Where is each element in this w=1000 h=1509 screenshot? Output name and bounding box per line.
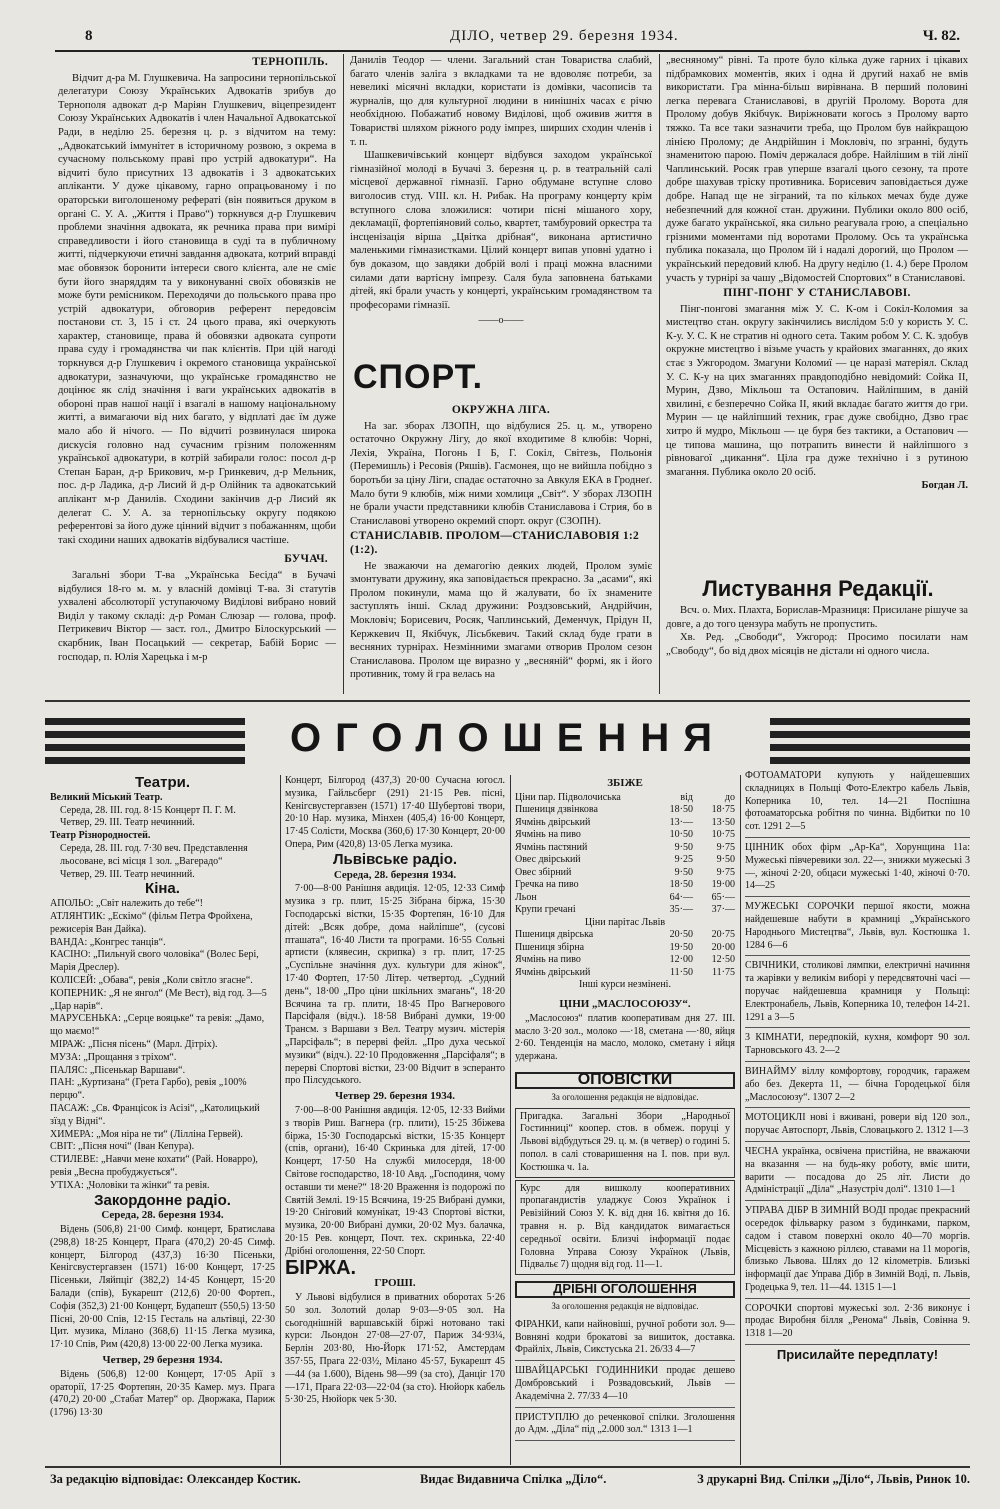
- classified-ad: ШВАЙЦАРСЬКІ ГОДИННИКИ продає дешево Домбровський і Розвадовський, Львів — Академічна 2. 77/33 4—10: [515, 1363, 735, 1407]
- announcement: Пригадка. Загальні Збори „Народньої Гостинниці“ коопер. стов. в обмеж. поруці у Львові відбудуться 29. ц. м. (в четвер) о годині 5. попол. в салі стоваришення на І. пов. при вул. Костюшка ч. 1а.: [515, 1108, 735, 1178]
- theatre-line: Середа, 28. III. год. 8·15 Концерт П. Г. М.: [60, 804, 236, 816]
- cinema-line: ПАЛЯС: „Пісенькар Варшави“.: [50, 1064, 186, 1076]
- letters-title: Листування Редакції.: [702, 576, 934, 601]
- opovistky-note: За оголошення редакція не відповідає.: [551, 1091, 699, 1102]
- table-row: Ячмінь двірський 13·— 13·50: [515, 816, 735, 828]
- table-row: Ячмінь на пиво 12·00 12·50: [515, 954, 735, 966]
- pingpong-author: Богдан Л.: [921, 480, 968, 492]
- league-title: ОКРУЖНА ЛІГА.: [451, 404, 551, 416]
- cinema-title: Кіна.: [145, 880, 180, 898]
- banner-stripes-right: [770, 718, 970, 764]
- table-row: Овес збірний 9·50 9·75: [515, 866, 735, 878]
- footer-editor: За редакцію відповідає: Олександер Костик.: [50, 1472, 301, 1486]
- dribni-title: ДРІБНІ ОГОЛОШЕННЯ: [515, 1281, 735, 1298]
- footer-publisher: Видає Видавнича Спілка „Діло“.: [420, 1472, 607, 1486]
- page-header: [55, 28, 960, 52]
- announcement: Курс для вишколу кооперативних пропагандистів уладжує Союз Українок і Ревізійний Союз У. К. від дня 16. квітня до 16. травня н. р. Від кандидаток вимагається середньої освіти. Близчі інформації подає Головна Управа Союзу Українок (Львів, Підвальє 7) щодня від год. 11—1.: [515, 1180, 735, 1276]
- ternopil-article: Відчит д-ра М. Глушкевича. На запросини тернопільської делегатури Союзу Українських Адвокатів зрибув до Тернополя адвокат д-р Маріян Глушкевич, віцепрезидент Союзу Українських Адвокатів і член Начальної Адвокатської Ради, в неділю 25. березня ц. р. з відчитом на тему: „Адвокатський іммунітет в історичному розвою, з окрема в сучасному польському праві про устрій адвокатури“. На відчиті було присутних 13 адвокатів і 3 адвокатських апліканти. У дуже цікавому, гарно опрацьованому і по ораторськи виголошеному рефераті (він появиться друком в органі С. У. А. „Життя і Право“) торкнувся д-р Глушкевич проблеми значіння адвоката, як речника права при вимірі справедливости і його становища в суді та в публичному житті, підчеркуючи етичні завдання адвоката, котрий вправді має обовязок боронити інтереси свого клієнта, але не сміє бути його знаряддям та у виконуванні своїх обовязків не може бути ремісником. Переходячи до польського права про устрій адвокатури, обговорив референт передовсім постанови ст. 3, 15 і ст. 24 цього права, які очеркують характер, становище, права й обовязки адвоката супроти права суду і громадянства чи пак клієнтів. При цій нагоді торкнувся д-р Глушкевич і окремого становища української адвокатури, зазначуючи, що українське громадянство не доцінює як слід значіння і ваги українських адвокатів в обороні прав нашої нації і взагалі в нашому національному житті, а вимагаючи від них багато, у відплаті дає їм дуже мало або й нічого. — По відчиті розвинулася широка дискусія головно над сучасним грізним положенням української адвокатури, в котрій забирали голос: посол д-р Степан Баран, д-р Брикович, м-р Гринкевич, д-р Мельник, пос. д-р Ладика, д-р Лисий й д-р Олійник та адвокатський аплікант м-р Данилів. Сходини закінчив д-р Лисий як делегат С. У. А. за тернопільську округу подякою референтові за його дуже цінний відчит з побажанням, щоби такі сходини наших адвокатів відбувалися частіше.: [58, 72, 336, 546]
- foreign-radio-day: Середа, 28. березня 1934.: [101, 1209, 224, 1222]
- page-number: 8: [85, 28, 93, 44]
- stanislaviv-article: Не зважаючи на демагогію деяких людей, Пролом зуміє змонтувати дружину, яка заповідається прекрасно. За „асами“, які Пролом покинули, мама що й жалувати, бо їх знамените заступлять інші. Склад дружини: Роздзовський, Андрійчин, Мокловіч; Борисевич, Росяк, Чаплинський, Деменчук, Прідун II, Кержкевич II, Якібчук, Лісьбкевич. Такий склад буде грати в весняних турнірах. Незмінними змагами отворив Пролом сезон Станиславова. Пролом ще виразно у „весняній“ формі, як і його противник, тому й гра велась на: [350, 560, 652, 681]
- letter-1: Всч. о. Мих. Плахта, Борислав-Мразниця: Присилане рішуче за довге, а до того цензура мабуть не пропустить.: [666, 605, 968, 630]
- grain-prices-table: [515, 792, 735, 980]
- hroshi-title: ГРОШІ.: [374, 1277, 416, 1290]
- table-row: Ячмінь на пиво 10·50 10·75: [515, 829, 735, 841]
- pingpong-article: Пінг-понгові змагання між У. С. К-ом і Сокіл-Коломия за мистецтво стан. округу закінчились вислідом 5:0 у користь У. С. К-у. У. С. К не стратив ні одного сета. Таким робом У. С. К. здобув окружне мистецтво і візьме участь у крайових змаганнях, до яких стає з Ужгородом. Змагуни Коломиї — це наразі матеріял. Склад У. С. К-у на цих змаганнях правдоподібно невідомий: Сойка II, Мурин, Дзво, Мікльош та Остапович. Найліпшим, в даній хвилині, є безперечно Сойка II, який вкладає багато життя до гри. Мурин — це найліпший техник, грає дуже свобідно, Дзво грає хитро й мудро, Мікльош — це буря без тактики, а Остапович — це типова машина, що потрапить винести й найліпшого з рівновагої „цикання“. Ціла гра дуже технічно і з рутиною змагання. Публика около 20 осіб.: [666, 303, 968, 478]
- column-divider: [280, 775, 281, 1465]
- theatre-line: Четвер, 29. III. Театр нечинний.: [60, 868, 195, 880]
- ads-column-1: [50, 775, 275, 1465]
- classified-ad: ВИНАЙМУ віллу комфортову, городчик, гаражем або без. Декерта 11, — бічна Городецької біля „Маслосоюзу“. 1307 2—2: [745, 1064, 970, 1108]
- footer-divider: [45, 1466, 970, 1468]
- cinema-line: КОЛІСЕЙ: „Обава“, ревія „Коли світло згасне“.: [50, 974, 253, 986]
- classified-ad: СОРОЧКИ спортові мужеські зол. 2·36 виконує і продає Виробня білля „Ренома“ Львів, Совінна 9. 1318 1—20: [745, 1301, 970, 1345]
- lviv-radio-day: Середа, 28. березня 1934.: [333, 868, 457, 881]
- stanislaviv-title: СТАНИСЛАВІВ. ПРОЛОМ—СТАНИСЛАВОВІЯ 1:2 (1:2).: [350, 530, 640, 556]
- ads-banner-title: ОГОЛОШЕННЯ: [290, 716, 726, 760]
- newspaper-title: ДІЛО, четвер 29. березня 1934.: [450, 28, 679, 44]
- cinema-line: ПАСАЖ: „Св. Францісок із Асізі“, „Католицький зїзд у Відні“.: [50, 1102, 260, 1127]
- birzha-title: БІРЖА.: [285, 1257, 357, 1280]
- classified-ad: УПРАВА ДІБР В ЗИМНІЙ ВОДІ продає прекрасний осередок фільварку разом з будинками, парком, садом і ставом поверхні около 40—70 моргів. Місцевість з кажною ріллєю, ставами на 11 морогів, близько Львова. Шлях до 12 кілометрів. Близькі інформації дає Управа Дібр в Зимній Воді, п. Львів, Гродецька 9, тел. 11—44. 1315 1—1: [745, 1203, 970, 1299]
- classified-ad: ЦІННИК обох фірм „Ар-Ка“, Хорунщина 11а: Мужеські півчеревики зол. 22—, знижки мужеські 3—, жіночі 2·20, обцаси мужеські 1·40, жіночі 0·70. 14—25: [745, 840, 970, 897]
- column-divider: [343, 54, 344, 694]
- shashkevych-concert: Шашкевичівський концерт відбувся заходом української гімназійної молоді в Бучачі 3. березня ц. р. в театральній салі місцевої державної гімназії. Гарно обдумане вступне слово виголосив студ. VIII. кл. Н. Рибак. На програму концерту крім вступного слова зложилися: чотири пісні мішаного хору, декламації, фортепіяновий сольо, квартет, тамбуровий оркестра та інсценізація вірша „Цвітка дрібная“, виконана артистично маленькими гімназистками. Цілий концерт випав уповні удатно і був доказом, що завдяки добрій волі і праці можна власними силами дати вартісну імпрезу. Саля була заповнена батьками дітей, які брали участь у концерті, українським громадянством та професорами гімназії.: [350, 150, 652, 311]
- buchach-title: БУЧАЧ.: [284, 553, 328, 566]
- cinema-line: КАСІНО: „Пильнуй свого чоловіка“ (Волес Бері, Марія Дреслер).: [50, 949, 259, 974]
- section-divider: [45, 700, 970, 702]
- issue-number: Ч. 82.: [922, 28, 960, 44]
- letters-column: [666, 604, 968, 694]
- banner-stripes-left: [45, 718, 245, 764]
- lviv-radio-title: Львівське радіо.: [332, 850, 458, 868]
- table-row: Льон 64·— 65·—: [515, 891, 735, 903]
- lviv-radio-program: 7·00—8·00 Ранішня авдиція. 12·05, 12·33 Вийми з творів Риш. Вагнера (гр. плити), 15·25 Збіжева біржа, 15·30 Господарські вістки, 15·35 Концерт (спів, органи), 16·40 Скринька для дітей, 17·00 Концерт, 17·50 На службі милосердя, 18·00 Світове господарство, 18·10 Авд. „Господиня, чому оставши ти мене?“ 18·20 Враження із подорожі по Святій Землі. 19·15 Всячина, 19·25 Вибрані думки, 19·20 Сніговий комунікат, 19·43 Спортові вістки, музика, 20·00 Вибрані думки, 20·02 Муз. балачка, 20·15 Рев. концерт, Почт. тех. скринька, 22·40 Дрібні оголошення, 22·50 Спорт.: [285, 1104, 505, 1257]
- article-column-2: Данилів Теодор — члени. Загальний стан Товариства слабий, багато членів заліга з вкладками та не вдоволяє потреби, за невеликі місячні вкладки, користати із домівки, часописів та журналів, що для культурної людини в нинішніх часах є річю необхідною. Побажатиб новому Виділові, щоб оживив життя в Товаристві шляхом ріжного роду імпрез, ширших сходин членів і т. п. Шашкевичівський концерт відбувся заходом української гімназійної молоді в Бучачі 3. березня ц. р. в театральній салі місцевої державної гімназії. Гарно обдумане вступне слово виголосив студ. VIII. кл. Н. Рибак. На програму концерту крім вступного слова зложилися: чотири пісні мішаного хору, декламації, фортепіяновий сольо, квартет, тамбуровий оркестра та інсценізація вірша „Цвітка дрібная“, виконана артистично маленькими гімназистками. Цілий концерт випав уповні удатно і був доказом, що завдяки добрій волі і праці можна власними силами дати вартісну імпрезу. Саля була заповнена батьками дітей, які брали участь у концерті, українським громадянством та професорами гімназії. ——o——: [350, 55, 652, 327]
- classified-ad: ФІРАНКИ, капи найновіші, ручної роботи зол. 9— Вовняні кодри брокатові за вишиток, доставка. Фрайліх, Львів, Сикстуська 21. 26/33 4—7: [515, 1317, 735, 1361]
- ads-banner: [45, 712, 970, 770]
- sport-column: [350, 402, 652, 694]
- foreign-radio-program: Відень (506,8) 21·00 Симф. концерт, Братислава (298,8) 18·25 Концерт, Прага (470,2) 20·45 Симф. концерт, Білгород (437,3) 16·30 Пісеньки, Кенігсвустергавзен (1571) 16·00 Концерт, 17·25 Пісеньки, Ляйпціґ (382,2) 14·45 Концерт, 15·20 Балади (спів), Букарешт (212,6) 20·00 Фортеп., Софія (352,3) 21·00 Концерт, Будапешт (550,5) 13·50 Пісні, 20·00 Спів, 12·15 Гесталь на альтівці, 22·30 Цит. музика, Мілано (368,6) 11·15 Легка музика, 17·10 Спів, Рим (420,8) 13·00 22·00 Легка музика.: [50, 1224, 275, 1351]
- classified-ad: 3 КІМНАТИ, передпокій, кухня, комфорт 90 зол. Тарновського 43. 2—2: [745, 1030, 970, 1062]
- ads-column-2: [285, 775, 505, 1465]
- hroshi-text: У Львові відбулися в приватних оборотах 5·26 50 зол. Золотий долар 9·03—9·05 зол. На сьогоднішній варшавській біржі нотовано такі курси: Льондон 27·08—27·07, Париж 34·93¼, Берлін 203·80, Ню-Йорк 171·52, Амстердам 357·55, Прага 22·03½, Мілано 45·57, Букарешт 45—44 (за 1.600), Відень 98—99 (за сто), Данціг 170—171, Прага 22·03—22·04 (за сто). Нюйорк кабель 5·30·25, Нюйорк чек 5·30.: [285, 1292, 505, 1406]
- radio-program-cont: Концерт, Білгород (437,3) 20·00 Сучасна югосл. музика, Гайльсберг (291) 21·15 Рев. пісні, Кенігсвустергавзен (1571) 17·40 Шубертові твори, 20·10 Нар. музика, Мінхен (405,4) 16·00 Концерт, 17·45 Солісти, Москва (360,6) 17·30 Концерт, 20·00 Опера, Рим (420,8) 13·05 Легка музика.: [285, 775, 505, 850]
- cinema-line: АТЛЯНТИК: „Ескімо“ (фільм Петра Фройхена, режисерія Ван Дайка).: [50, 910, 253, 935]
- theatres-title: Театри.: [135, 775, 190, 791]
- classified-ad: МУЖЕСЬКІ СОРОЧКИ першої якости, можна найдешевше набути в крамниці „Українського Народнього Мистецтва“, Львів, вул. Костюшка 1. 1284 6—6: [745, 899, 970, 956]
- ads-column-4: [745, 768, 970, 1465]
- foreign-radio-title: Закордонне радіо.: [94, 1191, 231, 1209]
- cinema-line: АПОЛЬО: „Світ належить до тебе“!: [50, 898, 203, 910]
- ads-column-3: [515, 775, 735, 1465]
- lviv-radio-day: Четвер 29. березня 1934.: [335, 1090, 455, 1103]
- opovistky-title: ОПОВІСТКИ: [515, 1072, 735, 1089]
- column-divider: [510, 775, 511, 1465]
- buchach-article: Загальні збори Т-ва „Українська Бесіда“ в Бучачі відбулися 18-го м. м. у власній домівці Т-ва. Зі статутів ухвалені абсолюторії уступаючому Виділові вибрано новий Виділ у такому складі: д-р Роман Слюзар — голова, проф. Петрикевич Віктор — заст. гол., Дмитро Білоскурський — скарбник, Іван Посацький — секретар, Бабій Борис — господар, п. Юлія Харецька і м-р: [58, 569, 336, 663]
- cinema-line: МУЗА: „Прощання з тріхом“.: [50, 1051, 177, 1063]
- sport-heading: СПОРТ.: [353, 358, 484, 396]
- classified-ad: СВІЧНИКИ, столикові лямпки, електричні начиння та жарівки у великім виборі у передсвяточні часі — поручає найдешевша крамниця у Польщі: Електронабель, Львів, Коперника 10, телефон 14-21. 1291 a 3—5: [745, 958, 970, 1028]
- cinema-line: МІРАЖ: „Пісня пісень“ (Марл. Дітріх).: [50, 1038, 218, 1050]
- article-column-1: [58, 54, 336, 694]
- cinema-line: ПАН: „Куртизана“ (Грета Гарбо), ревія „100% перцю“.: [50, 1077, 247, 1102]
- cinema-line: ВАНДА: „Конгрес танців“.: [50, 936, 166, 948]
- subscription-call: Присилайте передплату!: [776, 1347, 939, 1363]
- league-article: На заг. зборах ЛЗОПН, що відбулися 25. ц. м., утворено остаточно Окружну Лігу, до якої входитиме 8 клюбів: Чорні, Лехія, Україна, Погонь I Б, Г. Сокіл, Світезь, Польонія (Перемишль) і Ресовія (Ряшів). Гасмонея, що не вийшла побідно з боротьби за ціну Ліги, спадає остаточно за Авкуля ЕКА в Гроднеґ. Мало бути 9 клюбів, між ними хомлиця „Світ“. У зборах ЛЗОПН не брали участи представники клюбів Станиславова і Стрия, бо в Станиславові утворено окремий спорт. округ (СЗОПН).: [350, 420, 652, 527]
- classified-ad: ПРИСТУПЛЮ до реченкової спілки. Зголошення до Адм. „Діла“ під „2.000 зол.“ 1313 1—1: [515, 1410, 735, 1442]
- lviv-radio-program: 7·00—8·00 Ранішня авдиція. 12·05, 12·33 Симф музика з гр. плит, 15·25 Зібрана біржа, 15·30 Господарські вістки, 15·35 Фортепян, 16·10 Для дітей: „Всяк добре, дома найліпше“, (сусові пташата“, 16·40 Листи та програми. 16·55 Сольні артисти (клявесин, скрипка) з гр. плит, 17·25 „Суспільне значіння дух. культури для жінок“, 17·40 Фортеп, 17·50 Літер. четвертод. „Судний день“, 18·00 „Про ціни шкільних змагань“, 18·20 Всячина та гр. плити, 18·45 Про Вагнерового Парсіфаля (відч.). 18·58 Вибрані думки, 19·00 Трансм. з Варшави з Вел. Театру музич. містерія „Парсіфаль“; в перерві фейл. „Про духа чеської музики“ (відч.). 22·10 Продовження „Парсіфаля“; в перерві Спортові вістки, 23·00 Відчит в эсперанто про Пілсудського.: [285, 883, 505, 1087]
- table-header-row: Ціни пар. Підволочиська від до: [515, 791, 735, 803]
- column-divider: [740, 775, 741, 1465]
- table-row: Ячмінь двірський 11·50 11·75: [515, 966, 735, 978]
- letter-2: Хв. Ред. „Свободи“, Ужгород: Просимо посилати нам „Свободу“, бо від двох місяців не дістали ні одного числа.: [666, 632, 968, 657]
- table-row: Овес двірський 9·25 9·50: [515, 854, 735, 866]
- maslo-text: „Маслосоюз“ платив кооперативам дня 27. III. масло 3·20 зол., молоко —·18, сметана —·80, яйця 2·60. Тенденція на масло, молоко, сметану і яйця удержана.: [515, 1012, 735, 1063]
- cinema-line: ХИМЕРА: „Моя ніра не ти“ (Лілліна Гервей).: [50, 1128, 243, 1140]
- table-subheader-row: Ціни парітас Львів: [584, 916, 666, 928]
- classified-ad: ЧЕСНА українка, освічена пристійна, не вважаючи на вказання — на будь-яку роботу, вміє шити, варити — посадова до 25 літ. Листи до Адміністрації „Діла“ „Назустріч долі“. 1310 1—1: [745, 1144, 970, 1201]
- page-footer: [50, 1472, 970, 1492]
- cinema-line: СТИЛЕВЕ: „Навчи мене кохати“ (Рай. Новарро), ревія „Весна пробуджується“.: [50, 1154, 258, 1178]
- cinema-line: МАРУСЕНЬКА: „Серце вояцьке“ та ревія: „Дамо, що маємо!“: [50, 1013, 265, 1038]
- classified-ad: МОТОЦИКЛІ нові і вживані, ровери від 120 зол., поручає Автоспорт, Львів, Словацького 2. 1312 1—3: [745, 1110, 970, 1142]
- foreign-radio-day: Четвер, 29 березня 1934.: [102, 1354, 223, 1367]
- cinema-line: КОПЕРНИК: „Я не янгол“ (Ме Вест), від год. 3—5 „Цар нарів“.: [50, 987, 267, 1012]
- cinema-line: УТІХА: „Чоловіки та жінки“ та ревія.: [50, 1179, 210, 1191]
- pingpong-title: ПІНГ-ПОНГ У СТАНИСЛАВОВІ.: [723, 287, 911, 300]
- theatre-line: Великий Міський Театр.: [50, 791, 163, 803]
- classified-ad: ФОТОАМАТОРИ купують у найдешевших складницях в Польщі Фото-Електро кабель Львів, Коперника 10, тел. 14—21 Поспішна фотоаматорська робітня по чинна. Відбитки по 10 сот. 1291 2—5: [745, 768, 970, 838]
- table-row: Пшениця дзвінкова 18·50 18·75: [515, 804, 735, 816]
- zbizhe-title: ЗБІЖЕ: [607, 777, 643, 789]
- table-row: Пшениця двірська 20·50 20·75: [515, 929, 735, 941]
- ternopil-title: ТЕРНОПІЛЬ.: [252, 56, 328, 68]
- column-divider: [659, 54, 660, 694]
- theatre-line: Четвер, 29. III. Театр нечинний.: [60, 817, 195, 829]
- maslo-title: ЦІНИ „МАСЛОСОЮЗУ“.: [559, 998, 691, 1011]
- theatre-line: Театр Різнородностей.: [50, 830, 151, 842]
- stanislaviv-article-cont: „весняному“ рівні. Та проте було кілька дуже гарних і цікавих підбрамкових моментів, яких і одна й другий нахаб не вмів використати. Гра мінна-більш вирівнана. В перший половині легка перевага Станиславові, в другій Пролому. Ворота для Пролому добув Якібчук. Виріжновати когось з Пролому варто тяжко. Та все таки зазначити треба, що Пролом був найкращою лінією Пролому; де Андрійшин і Мокловіч, по згранні, будуть знаменитою парою. Поміч держалася добре. Найлішим в тій лінії Чаплинський. Росяк грав уперше взагалі цього сезону, та проте добре шахував тріску противника. Борисевич заповідається дуже добре. Напад ще не зіграний, та по кількох мечах буде дуже небезпечний для кожної стан. дружини. Публики около 800 осіб, дуже багато української, яка сильно реагувала грою, а спеціально грізними моментами під воротами Пролому. Ось та українська публика показала, що Пролом їй і надалі дорогий, що Пролом — український передовий клюб. На другу неділю (1. 4.) бере Пролом участь у турнірі за чашу „Відомостей Спортових“ в Станиславові.: [666, 55, 968, 284]
- grain-note: Інші курси незмінені.: [579, 979, 671, 991]
- footer-printer: З друкарні Вид. Спілки „Діло“, Львів, Ринок 10.: [697, 1472, 970, 1486]
- theatre-line: Середа, 28. III. год. 7·30 веч. Представлення льосоване, всі місця 1 зол. „Вагерадо“: [60, 842, 248, 867]
- cinema-line: СВІТ: „Пісня ночі“ (Іван Кепура).: [50, 1141, 195, 1153]
- foreign-radio-program: Відень (506,8) 12·00 Концерт, 17·05 Арії з ораторії, 17·25 Фортепян, 20·35 Камер. муз. Прага (470,2) 20·00 „Стабат Матер“ ор. Дворжака, Париж (1796) 13·30: [50, 1368, 275, 1419]
- table-row: Гречка на пиво 18·50 19·00: [515, 879, 735, 891]
- table-row: Пшениця збірна 19·50 20·00: [515, 941, 735, 953]
- table-row: Ячмінь пастяний 9·50 9·75: [515, 841, 735, 853]
- table-row: Крупи гречані 35·— 37·—: [515, 904, 735, 916]
- buchach-article-cont: Данилів Теодор — члени. Загальний стан Товариства слабий, багато членів заліга з вкладками та не вдоволяє потреби, за невеликі місячні вкладки, користати із домівки, часописів та журналів, що для культурної людини в нинішніх часах є річю необхідною. Побажатиб новому Виділові, щоб оживив життя в Товаристві шляхом ріжного роду імпрез, ширших сходин членів і т. п.: [350, 55, 652, 148]
- dribni-note: За оголошення редакція не відповідає.: [551, 1301, 699, 1312]
- article-column-3: [666, 54, 968, 569]
